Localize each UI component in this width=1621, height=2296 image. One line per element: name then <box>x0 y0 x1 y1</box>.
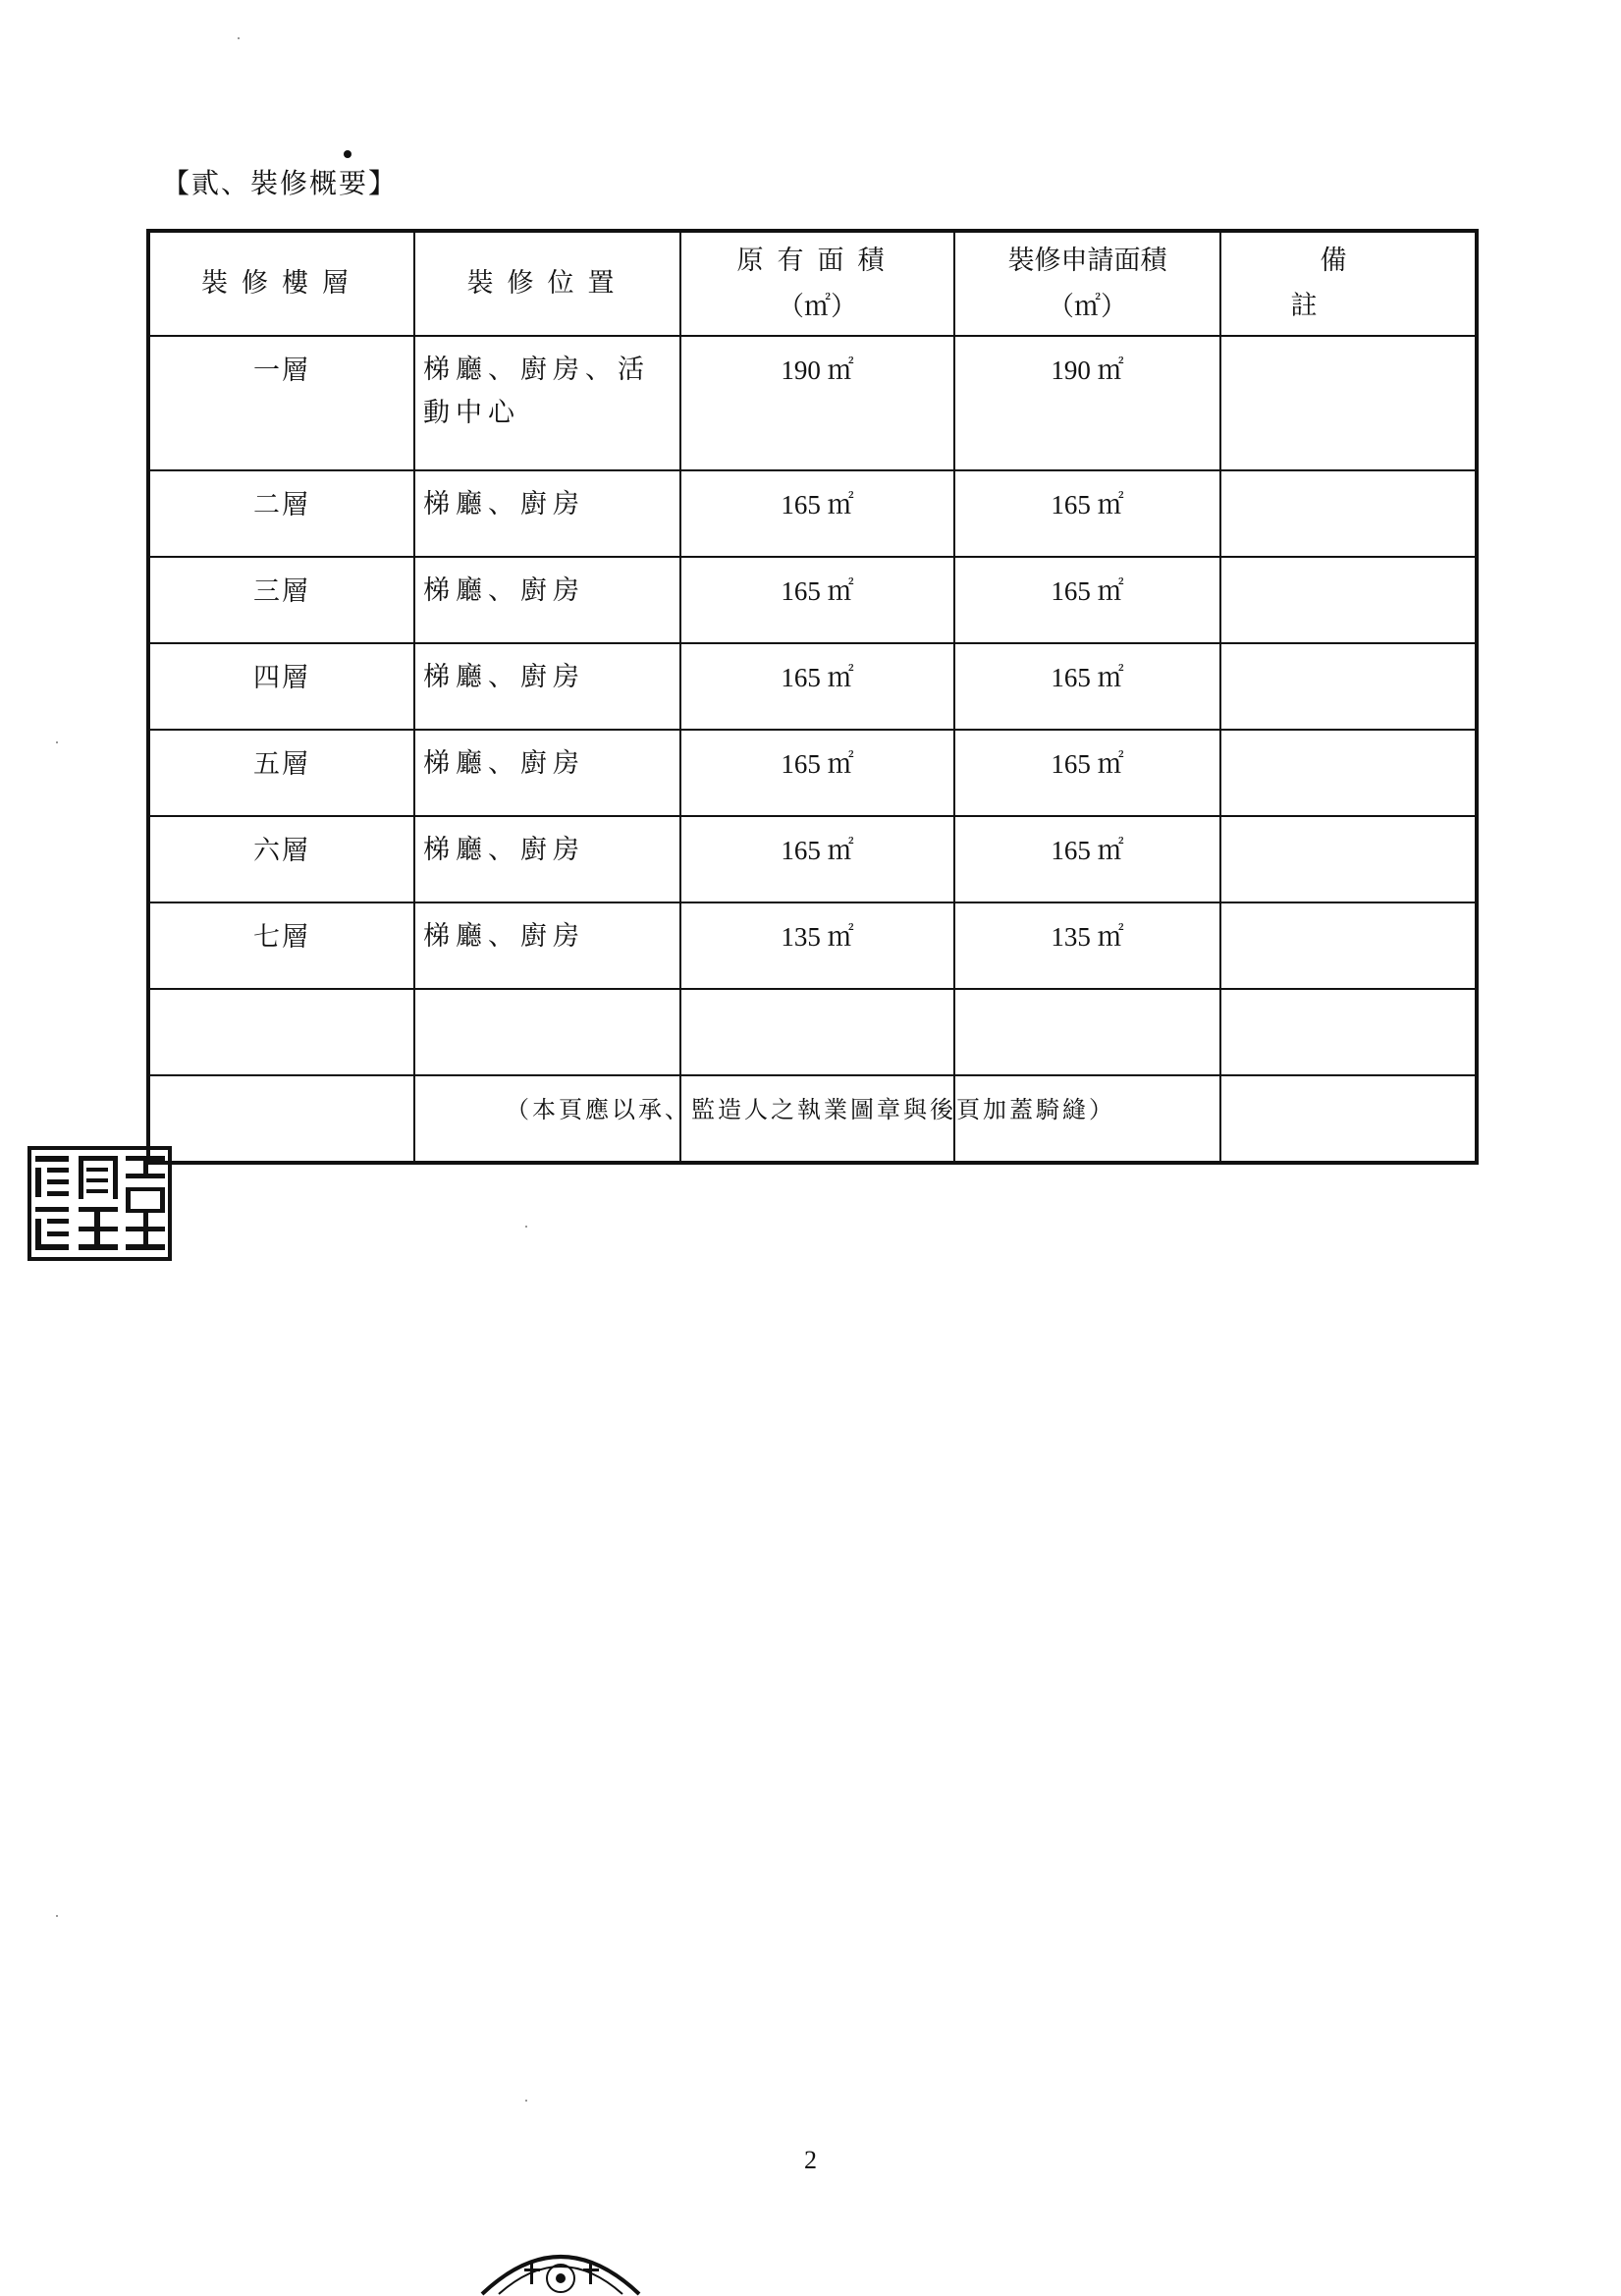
original-area-cell <box>680 989 954 1075</box>
header-applied-area: 裝修申請面積 （㎡） <box>954 231 1220 336</box>
floor-cell: 六層 <box>148 816 414 902</box>
header-floor: 裝修樓層 <box>148 231 414 336</box>
applied-area-cell: 190 ㎡ <box>954 336 1220 470</box>
scan-speck <box>238 37 240 39</box>
location-cell: 梯廳、廚房 <box>414 643 680 730</box>
original-area-unit: （㎡） <box>778 292 857 321</box>
original-area-cell: 165 ㎡ <box>680 470 954 557</box>
applied-area-cell: 165 ㎡ <box>954 557 1220 643</box>
architect-seal-icon <box>27 1146 172 1261</box>
location-cell: 梯廳、廚房 <box>414 470 680 557</box>
header-location: 裝修位置 <box>414 231 680 336</box>
table-header-row <box>148 231 1477 336</box>
title-dot <box>344 150 351 158</box>
floor-cell <box>148 989 414 1075</box>
table-row <box>148 902 1477 989</box>
table-row <box>148 557 1477 643</box>
table-row <box>148 336 1477 470</box>
location-cell: 梯廳、廚房、活動中心 <box>414 336 680 470</box>
original-area-cell: 165 ㎡ <box>680 557 954 643</box>
location-cell: 梯廳、廚房 <box>414 902 680 989</box>
applied-area-cell: 165 ㎡ <box>954 643 1220 730</box>
renovation-summary-table <box>146 229 1479 1165</box>
table-row <box>148 730 1477 816</box>
applied-area-cell <box>954 989 1220 1075</box>
applied-area-cell: 165 ㎡ <box>954 730 1220 816</box>
header-remarks: 備註 <box>1220 231 1477 336</box>
original-area-cell: 165 ㎡ <box>680 816 954 902</box>
floor-cell: 一層 <box>148 336 414 470</box>
table-row <box>148 989 1477 1075</box>
header-original-area: 原有面積 （㎡） <box>680 231 954 336</box>
original-area-cell: 135 ㎡ <box>680 902 954 989</box>
scan-speck <box>56 741 58 743</box>
remarks-cell <box>1220 902 1477 989</box>
scan-speck <box>525 2100 527 2102</box>
remarks-cell <box>1220 989 1477 1075</box>
scan-speck <box>525 1226 527 1228</box>
applied-area-cell: 165 ㎡ <box>954 816 1220 902</box>
location-cell: 梯廳、廚房 <box>414 816 680 902</box>
table-row <box>148 643 1477 730</box>
floor-cell: 二層 <box>148 470 414 557</box>
floor-cell: 四層 <box>148 643 414 730</box>
location-cell: 梯廳、廚房 <box>414 557 680 643</box>
original-area-cell: 165 ㎡ <box>680 643 954 730</box>
applied-area-cell: 165 ㎡ <box>954 470 1220 557</box>
original-area-cell: 190 ㎡ <box>680 336 954 470</box>
location-cell: 梯廳、廚房 <box>414 730 680 816</box>
remarks-cell <box>1220 470 1477 557</box>
applied-area-unit: （㎡） <box>1048 292 1127 321</box>
remarks-cell <box>1220 816 1477 902</box>
original-area-cell: 165 ㎡ <box>680 730 954 816</box>
table-row <box>148 816 1477 902</box>
remarks-cell <box>1220 336 1477 470</box>
official-emblem-icon <box>477 2229 644 2296</box>
floor-cell: 五層 <box>148 730 414 816</box>
applied-area-cell: 135 ㎡ <box>954 902 1220 989</box>
table-row <box>148 470 1477 557</box>
seal-instruction-note: （本頁應以承、監造人之執業圖章與後頁加蓋騎縫） <box>506 1096 1115 1123</box>
page-number: 2 <box>804 2146 817 2174</box>
remarks-cell <box>1220 643 1477 730</box>
section-title: 【貳、裝修概要】 <box>162 167 399 199</box>
remarks-cell <box>1220 730 1477 816</box>
floor-cell: 三層 <box>148 557 414 643</box>
scan-speck <box>56 1915 58 1917</box>
floor-cell: 七層 <box>148 902 414 989</box>
remarks-cell <box>1220 557 1477 643</box>
location-cell <box>414 989 680 1075</box>
